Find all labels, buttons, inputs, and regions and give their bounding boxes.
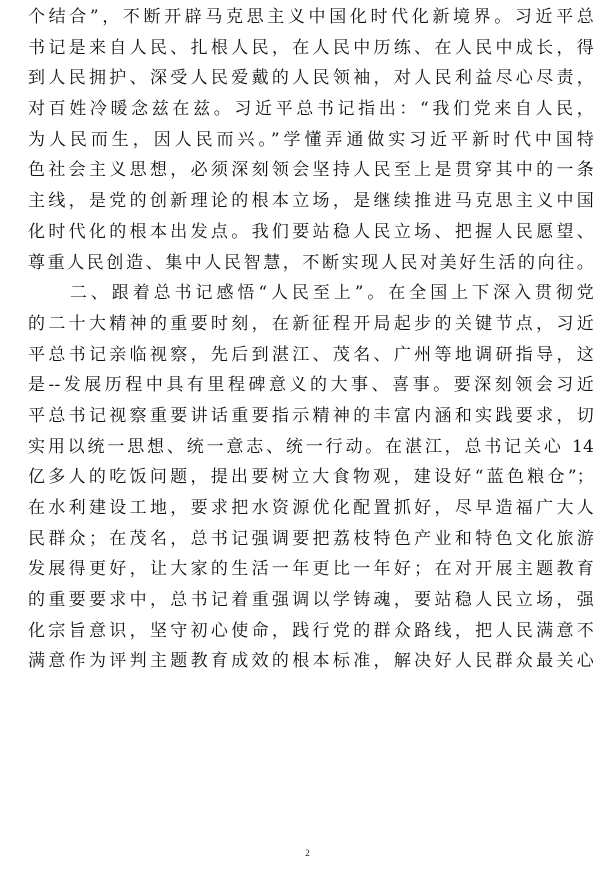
text-line: 民群众；在茂名，总书记强调要把荔枝特色产业和特色文化旅游 [28, 528, 594, 549]
text-line: 的二十大精神的重要时刻，在新征程开局起步的关键节点，习近 [28, 313, 594, 334]
text-line: 书记是来自人民、扎根人民，在人民中历练、在人民中成长，得 [28, 37, 594, 58]
text-line: 主线，是党的创新理论的根本立场，是继续推进马克思主义中国 [28, 191, 594, 212]
text-line: 色社会主义思想，必须深刻领会坚持人民至上是贯穿其中的一条 [28, 160, 594, 181]
text-line: 亿多人的吃饭问题，提出要树立大食物观，建设好“蓝色粮仓”； [28, 467, 594, 488]
text-line: 平总书记视察重要讲话重要指示精神的丰富内涵和实践要求，切 [28, 405, 594, 426]
text-line: 实用以统一思想、统一意志、统一行动。在湛江，总书记关心 14 [28, 436, 594, 457]
text-line: 到人民拥护、深受人民爱戴的人民领袖，对人民利益尽心尽责， [28, 68, 594, 89]
text-line: 为人民而生，因人民而兴。”学懂弄通做实习近平新时代中国特 [28, 129, 594, 150]
text-line: 的重要要求中，总书记着重强调以学铸魂，要站稳人民立场，强 [28, 590, 594, 611]
text-line: 在水利建设工地，要求把水资源优化配置抓好，尽早造福广大人 [28, 498, 594, 518]
text-line: 个结合”，不断开辟马克思主义中国化时代化新境界。习近平总 [28, 7, 594, 27]
text-line: 是--发展历程中具有里程碑意义的大事、喜事。要深刻领会习近 [28, 375, 594, 396]
text-line: 发展得更好，让大家的生活一年更比一年好；在对开展主题教育 [28, 559, 594, 580]
text-line: 化宗旨意识，坚守初心使命，践行党的群众路线，把人民满意不 [28, 620, 594, 641]
text-line: 尊重人民创造、集中人民智慧，不断实现人民对美好生活的向往。 [28, 252, 594, 273]
body-text [28, 2, 594, 677]
text-line: 平总书记亲临视察，先后到湛江、茂名、广州等地调研指导，这 [28, 344, 594, 365]
text-line: 满意作为评判主题教育成效的根本标准，解决好人民群众最关心 [28, 651, 594, 672]
text-line: 化时代化的根本出发点。我们要站稳人民立场、把握人民愿望、 [28, 221, 594, 242]
section-heading-line: 二、跟着总书记感悟“人民至上”。在全国上下深入贯彻党 [28, 283, 594, 304]
page-number: 2 [305, 848, 310, 858]
text-line: 对百姓冷暖念兹在兹。习近平总书记指出：“我们党来自人民， [28, 99, 594, 120]
